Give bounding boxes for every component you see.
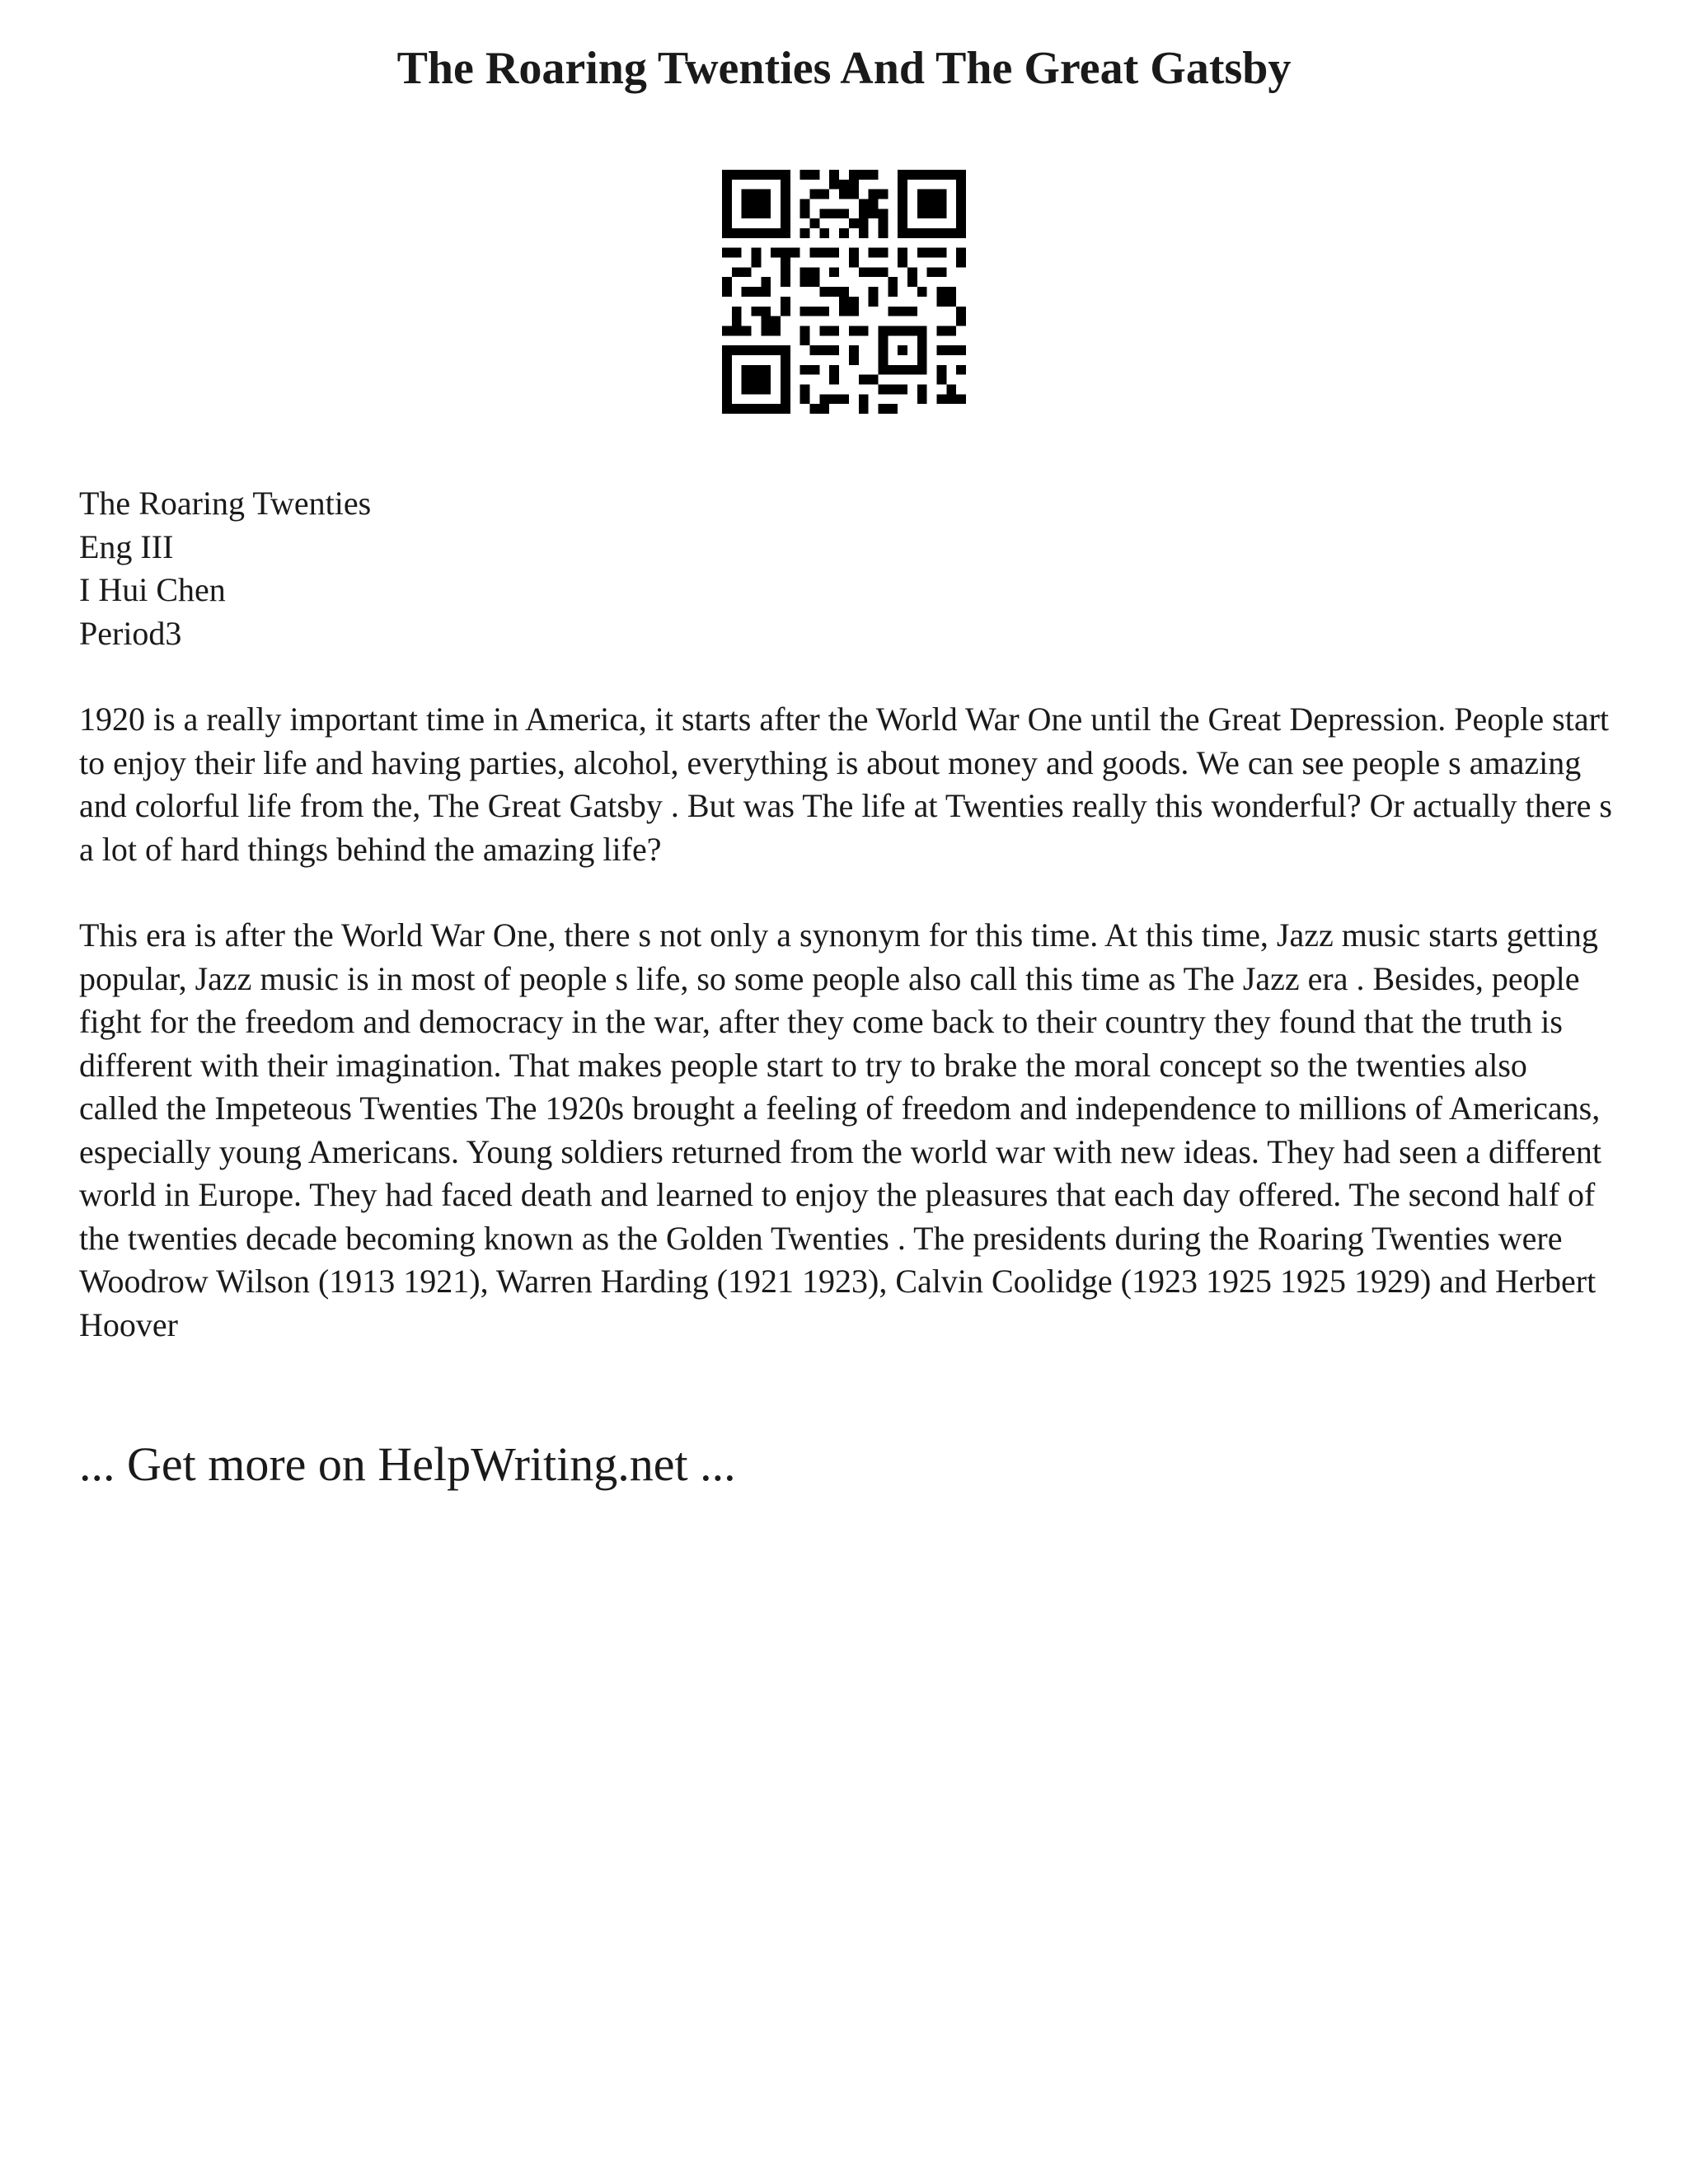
- document-title: The Roaring Twenties And The Great Gatsby: [396, 43, 1292, 94]
- qr-code-icon: [722, 170, 966, 414]
- paragraph-era: This era is after the World War One, there s not only a synonym for this time. At this time, Jazz music starts getting popular, Jazz music is in most of people s life, so some people also call this time as The Jazz era . Besides, people fight for the freedom and democracy in the war, after they come back to their country they found that the truth is different with their imagination. That makes people start to try to brake the moral concept so the twenties also called the Impeteous Twenties The 1920s brought a feeling of freedom and independence to millions of Americans, especially young Americans. Young soldiers returned from the world war with new ideas. They had seen a different world in Europe. They had faced death and learned to enjoy the pleasures that each day offered. The second half of the twenties decade becoming known as the Golden Twenties . The presidents during the Roaring Twenties were Woodrow Wilson (1913 1921), Warren Harding (1921 1923), Calvin Coolidge (1923 1925 1925 1929) and Herbert Hoover: [79, 916, 1601, 1343]
- meta-course-title: The Roaring Twenties: [79, 485, 372, 522]
- document-body: [79, 482, 1612, 1390]
- paragraph-intro: 1920 is a really important time in America, it starts after the World War One until the Great Depression. People start to enjoy their life and having parties, alcohol, everything is about money and goods. We can see people s amazing and colorful life from the, The Great Gatsby . But was The life at Twenties really this wonderful? Or actually there s a lot of hard things behind the amazing life?: [79, 701, 1612, 868]
- document-meta: [79, 482, 1612, 655]
- get-more-link[interactable]: ... Get more on HelpWriting.net ...: [79, 1437, 736, 1491]
- meta-author: I Hui Chen: [79, 571, 226, 608]
- meta-period: Period3: [79, 614, 182, 652]
- meta-class: Eng III: [79, 527, 174, 565]
